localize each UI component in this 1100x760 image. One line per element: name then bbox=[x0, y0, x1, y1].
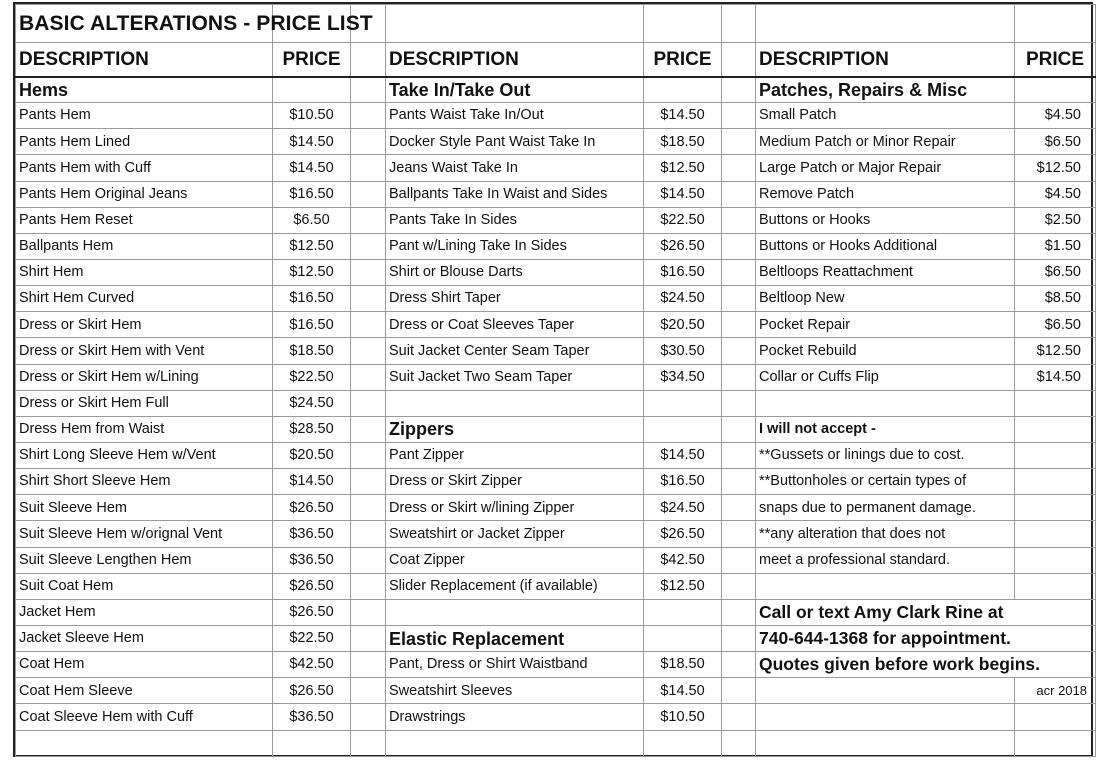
item-price: $22.50 bbox=[273, 364, 351, 390]
column-spacer bbox=[351, 259, 386, 285]
column-spacer bbox=[351, 207, 386, 233]
item-price: $6.50 bbox=[1015, 312, 1096, 338]
column-spacer bbox=[722, 43, 756, 77]
table-row bbox=[16, 704, 1096, 730]
column-spacer bbox=[722, 442, 756, 468]
item-description: Dress or Skirt Hem Full bbox=[16, 390, 273, 416]
empty-cell bbox=[756, 5, 1015, 43]
empty-cell bbox=[386, 5, 644, 43]
empty-cell bbox=[756, 678, 1015, 704]
contact-line: Call or text Amy Clark Rine at bbox=[756, 599, 1096, 625]
item-description: Ballpants Take In Waist and Sides bbox=[386, 181, 644, 207]
column-header-description: DESCRIPTION bbox=[756, 43, 1015, 77]
item-price: $26.50 bbox=[644, 233, 722, 259]
item-description: Pants Hem Reset bbox=[16, 207, 273, 233]
item-description: Shirt or Blouse Darts bbox=[386, 259, 644, 285]
item-price: $4.50 bbox=[1015, 103, 1096, 129]
item-description: Buttons or Hooks bbox=[756, 207, 1015, 233]
empty-cell bbox=[644, 730, 722, 756]
item-description: Shirt Long Sleeve Hem w/Vent bbox=[16, 442, 273, 468]
item-price: $14.50 bbox=[273, 129, 351, 155]
item-description: Shirt Hem bbox=[16, 259, 273, 285]
column-spacer bbox=[351, 416, 386, 442]
column-spacer bbox=[722, 312, 756, 338]
item-price: $16.50 bbox=[644, 469, 722, 495]
item-price: $2.50 bbox=[1015, 207, 1096, 233]
item-description: Remove Patch bbox=[756, 181, 1015, 207]
empty-cell bbox=[644, 625, 722, 651]
column-header-description: DESCRIPTION bbox=[16, 43, 273, 77]
column-spacer bbox=[351, 338, 386, 364]
column-header-price: PRICE bbox=[1015, 43, 1096, 77]
empty-cell bbox=[1015, 573, 1096, 599]
item-description: Coat Hem Sleeve bbox=[16, 678, 273, 704]
item-description: Collar or Cuffs Flip bbox=[756, 364, 1015, 390]
section-title: Hems bbox=[16, 77, 273, 103]
table-row bbox=[16, 625, 1096, 651]
item-price: $14.50 bbox=[644, 442, 722, 468]
section-title: Zippers bbox=[386, 416, 644, 442]
item-description: Pocket Repair bbox=[756, 312, 1015, 338]
item-description: Beltloops Reattachment bbox=[756, 259, 1015, 285]
item-price: $34.50 bbox=[644, 364, 722, 390]
empty-cell bbox=[722, 5, 756, 43]
column-spacer bbox=[722, 259, 756, 285]
table-row bbox=[16, 442, 1096, 468]
item-description: Pant w/Lining Take In Sides bbox=[386, 233, 644, 259]
column-spacer bbox=[722, 155, 756, 181]
item-price: $20.50 bbox=[273, 442, 351, 468]
item-price: $8.50 bbox=[1015, 286, 1096, 312]
item-price: $14.50 bbox=[273, 155, 351, 181]
column-spacer bbox=[351, 286, 386, 312]
item-price: $26.50 bbox=[273, 495, 351, 521]
column-spacer bbox=[351, 312, 386, 338]
table-row bbox=[16, 5, 1096, 43]
item-description: Dress or Skirt Hem with Vent bbox=[16, 338, 273, 364]
note-line: **any alteration that does not bbox=[756, 521, 1015, 547]
table-row bbox=[16, 416, 1096, 442]
item-price: $28.50 bbox=[273, 416, 351, 442]
empty-cell bbox=[644, 416, 722, 442]
column-spacer bbox=[351, 573, 386, 599]
note-line: meet a professional standard. bbox=[756, 547, 1015, 573]
empty-cell bbox=[386, 599, 644, 625]
column-spacer bbox=[351, 625, 386, 651]
item-price: $1.50 bbox=[1015, 233, 1096, 259]
table-row bbox=[16, 730, 1096, 756]
column-spacer bbox=[351, 364, 386, 390]
column-spacer bbox=[351, 233, 386, 259]
item-description: Shirt Short Sleeve Hem bbox=[16, 469, 273, 495]
item-description: Suit Sleeve Lengthen Hem bbox=[16, 547, 273, 573]
item-price: $16.50 bbox=[644, 259, 722, 285]
table-row bbox=[16, 521, 1096, 547]
column-header-price: PRICE bbox=[273, 43, 351, 77]
column-spacer bbox=[351, 103, 386, 129]
item-price: $14.50 bbox=[644, 103, 722, 129]
item-price: $18.50 bbox=[644, 652, 722, 678]
item-price: $12.50 bbox=[273, 233, 351, 259]
item-description: Pants Hem with Cuff bbox=[16, 155, 273, 181]
item-price: $30.50 bbox=[644, 338, 722, 364]
empty-cell bbox=[756, 730, 1015, 756]
item-price: $26.50 bbox=[273, 599, 351, 625]
table-row bbox=[16, 129, 1096, 155]
column-spacer bbox=[722, 207, 756, 233]
item-price: $24.50 bbox=[644, 286, 722, 312]
column-spacer bbox=[351, 129, 386, 155]
empty-cell bbox=[273, 77, 351, 103]
empty-cell bbox=[1015, 547, 1096, 573]
item-price: $16.50 bbox=[273, 286, 351, 312]
item-price: $20.50 bbox=[644, 312, 722, 338]
item-price: $26.50 bbox=[273, 573, 351, 599]
item-price: $14.50 bbox=[644, 181, 722, 207]
item-price: $12.50 bbox=[644, 155, 722, 181]
item-description: Coat Sleeve Hem with Cuff bbox=[16, 704, 273, 730]
item-price: $4.50 bbox=[1015, 181, 1096, 207]
empty-cell bbox=[1015, 442, 1096, 468]
column-spacer bbox=[351, 181, 386, 207]
empty-cell bbox=[1015, 5, 1096, 43]
column-spacer bbox=[351, 704, 386, 730]
item-description: Jacket Hem bbox=[16, 599, 273, 625]
empty-cell bbox=[1015, 704, 1096, 730]
item-price: $14.50 bbox=[273, 469, 351, 495]
item-description: Dress Hem from Waist bbox=[16, 416, 273, 442]
item-price: $14.50 bbox=[1015, 364, 1096, 390]
item-price: $36.50 bbox=[273, 547, 351, 573]
table-row bbox=[16, 599, 1096, 625]
column-spacer bbox=[722, 495, 756, 521]
table-row bbox=[16, 103, 1096, 129]
item-description: Suit Jacket Two Seam Taper bbox=[386, 364, 644, 390]
item-price: $24.50 bbox=[644, 495, 722, 521]
item-description: Buttons or Hooks Additional bbox=[756, 233, 1015, 259]
item-description: Pant Zipper bbox=[386, 442, 644, 468]
item-price: $6.50 bbox=[273, 207, 351, 233]
item-price: $12.50 bbox=[1015, 155, 1096, 181]
column-spacer bbox=[722, 233, 756, 259]
column-spacer bbox=[351, 521, 386, 547]
signature: acr 2018 bbox=[1015, 678, 1096, 704]
section-title: Patches, Repairs & Misc bbox=[756, 77, 1015, 103]
item-description: Suit Coat Hem bbox=[16, 573, 273, 599]
item-description: Pocket Rebuild bbox=[756, 338, 1015, 364]
column-spacer bbox=[722, 469, 756, 495]
item-description: Docker Style Pant Waist Take In bbox=[386, 129, 644, 155]
item-description: Sweatshirt Sleeves bbox=[386, 678, 644, 704]
item-description: Suit Sleeve Hem bbox=[16, 495, 273, 521]
section-title: Elastic Replacement bbox=[386, 625, 644, 651]
column-spacer bbox=[722, 625, 756, 651]
column-header-price: PRICE bbox=[644, 43, 722, 77]
item-description: Suit Jacket Center Seam Taper bbox=[386, 338, 644, 364]
contact-line: Quotes given before work begins. bbox=[756, 652, 1096, 678]
table-row bbox=[16, 233, 1096, 259]
item-description: Sweatshirt or Jacket Zipper bbox=[386, 521, 644, 547]
column-spacer bbox=[722, 521, 756, 547]
column-spacer bbox=[351, 77, 386, 103]
column-spacer bbox=[722, 599, 756, 625]
table-row bbox=[16, 338, 1096, 364]
column-spacer bbox=[722, 77, 756, 103]
item-description: Pant, Dress or Shirt Waistband bbox=[386, 652, 644, 678]
column-spacer bbox=[722, 652, 756, 678]
notes-heading: I will not accept - bbox=[756, 416, 1015, 442]
note-line: **Buttonholes or certain types of bbox=[756, 469, 1015, 495]
item-description: Dress or Skirt Hem w/Lining bbox=[16, 364, 273, 390]
column-spacer bbox=[722, 129, 756, 155]
column-spacer bbox=[722, 678, 756, 704]
table-row bbox=[16, 678, 1096, 704]
column-spacer bbox=[351, 547, 386, 573]
column-header-description: DESCRIPTION bbox=[386, 43, 644, 77]
column-spacer bbox=[351, 730, 386, 756]
empty-cell bbox=[386, 730, 644, 756]
item-price: $42.50 bbox=[644, 547, 722, 573]
empty-cell bbox=[1015, 416, 1096, 442]
item-description: Dress Shirt Taper bbox=[386, 286, 644, 312]
item-description: Pants Waist Take In/Out bbox=[386, 103, 644, 129]
item-description: Coat Hem bbox=[16, 652, 273, 678]
table-row bbox=[16, 181, 1096, 207]
column-spacer bbox=[722, 547, 756, 573]
column-spacer bbox=[351, 652, 386, 678]
column-spacer bbox=[351, 390, 386, 416]
contact-line: 740-644-1368 for appointment. bbox=[756, 625, 1096, 651]
price-table bbox=[15, 4, 1096, 757]
page-title: BASIC ALTERATIONS - PRICE LIST bbox=[16, 5, 273, 43]
column-spacer bbox=[722, 103, 756, 129]
table-row bbox=[16, 573, 1096, 599]
note-line: snaps due to permanent damage. bbox=[756, 495, 1015, 521]
item-price: $36.50 bbox=[273, 521, 351, 547]
empty-cell bbox=[16, 730, 273, 756]
table-row bbox=[16, 77, 1096, 103]
item-price: $12.50 bbox=[273, 259, 351, 285]
table-row bbox=[16, 43, 1096, 77]
item-description: Jeans Waist Take In bbox=[386, 155, 644, 181]
item-description: Small Patch bbox=[756, 103, 1015, 129]
item-description: Dress or Coat Sleeves Taper bbox=[386, 312, 644, 338]
item-price: $24.50 bbox=[273, 390, 351, 416]
item-description: Large Patch or Major Repair bbox=[756, 155, 1015, 181]
column-spacer bbox=[351, 469, 386, 495]
item-description: Suit Sleeve Hem w/orignal Vent bbox=[16, 521, 273, 547]
column-spacer bbox=[722, 573, 756, 599]
item-price: $6.50 bbox=[1015, 259, 1096, 285]
item-price: $42.50 bbox=[273, 652, 351, 678]
item-description: Pants Hem Lined bbox=[16, 129, 273, 155]
item-price: $16.50 bbox=[273, 181, 351, 207]
table-row bbox=[16, 652, 1096, 678]
item-description: Shirt Hem Curved bbox=[16, 286, 273, 312]
item-price: $18.50 bbox=[644, 129, 722, 155]
item-price: $26.50 bbox=[644, 521, 722, 547]
item-price: $10.50 bbox=[644, 704, 722, 730]
column-spacer bbox=[722, 338, 756, 364]
table-row bbox=[16, 547, 1096, 573]
item-price: $36.50 bbox=[273, 704, 351, 730]
item-price: $12.50 bbox=[1015, 338, 1096, 364]
column-spacer bbox=[351, 43, 386, 77]
item-description: Dress or Skirt Zipper bbox=[386, 469, 644, 495]
table-row bbox=[16, 312, 1096, 338]
item-description: Medium Patch or Minor Repair bbox=[756, 129, 1015, 155]
column-spacer bbox=[722, 390, 756, 416]
item-description: Pants Hem bbox=[16, 103, 273, 129]
item-description: Ballpants Hem bbox=[16, 233, 273, 259]
empty-cell bbox=[756, 704, 1015, 730]
empty-cell bbox=[644, 599, 722, 625]
column-spacer bbox=[722, 181, 756, 207]
empty-cell bbox=[756, 390, 1015, 416]
table-row bbox=[16, 207, 1096, 233]
item-description: Coat Zipper bbox=[386, 547, 644, 573]
item-description: Dress or Skirt w/lining Zipper bbox=[386, 495, 644, 521]
column-spacer bbox=[722, 286, 756, 312]
empty-cell bbox=[386, 390, 644, 416]
item-price: $18.50 bbox=[273, 338, 351, 364]
item-description: Slider Replacement (if available) bbox=[386, 573, 644, 599]
empty-cell bbox=[756, 573, 1015, 599]
item-price: $22.50 bbox=[644, 207, 722, 233]
empty-cell bbox=[644, 390, 722, 416]
note-line: **Gussets or linings due to cost. bbox=[756, 442, 1015, 468]
column-spacer bbox=[351, 599, 386, 625]
item-price: $6.50 bbox=[1015, 129, 1096, 155]
empty-cell bbox=[1015, 390, 1096, 416]
column-spacer bbox=[351, 678, 386, 704]
column-spacer bbox=[351, 442, 386, 468]
item-price: $10.50 bbox=[273, 103, 351, 129]
section-title: Take In/Take Out bbox=[386, 77, 644, 103]
column-spacer bbox=[351, 155, 386, 181]
empty-cell bbox=[1015, 77, 1096, 103]
item-description: Beltloop New bbox=[756, 286, 1015, 312]
empty-cell bbox=[1015, 521, 1096, 547]
table-row bbox=[16, 364, 1096, 390]
item-description: Pants Hem Original Jeans bbox=[16, 181, 273, 207]
column-spacer bbox=[722, 416, 756, 442]
item-description: Pants Take In Sides bbox=[386, 207, 644, 233]
empty-cell bbox=[644, 5, 722, 43]
item-price: $16.50 bbox=[273, 312, 351, 338]
item-price: $12.50 bbox=[644, 573, 722, 599]
item-price: $14.50 bbox=[644, 678, 722, 704]
table-row bbox=[16, 390, 1096, 416]
table-row bbox=[16, 259, 1096, 285]
item-price: $22.50 bbox=[273, 625, 351, 651]
table-row bbox=[16, 286, 1096, 312]
empty-cell bbox=[273, 730, 351, 756]
column-spacer bbox=[722, 364, 756, 390]
price-list-sheet bbox=[13, 2, 1093, 757]
item-price: $26.50 bbox=[273, 678, 351, 704]
item-description: Dress or Skirt Hem bbox=[16, 312, 273, 338]
column-spacer bbox=[351, 495, 386, 521]
empty-cell bbox=[644, 77, 722, 103]
item-description: Jacket Sleeve Hem bbox=[16, 625, 273, 651]
column-spacer bbox=[722, 704, 756, 730]
empty-cell bbox=[1015, 730, 1096, 756]
table-row bbox=[16, 469, 1096, 495]
item-description: Drawstrings bbox=[386, 704, 644, 730]
empty-cell bbox=[1015, 495, 1096, 521]
empty-cell bbox=[1015, 469, 1096, 495]
column-spacer bbox=[722, 730, 756, 756]
table-row bbox=[16, 495, 1096, 521]
table-row bbox=[16, 155, 1096, 181]
